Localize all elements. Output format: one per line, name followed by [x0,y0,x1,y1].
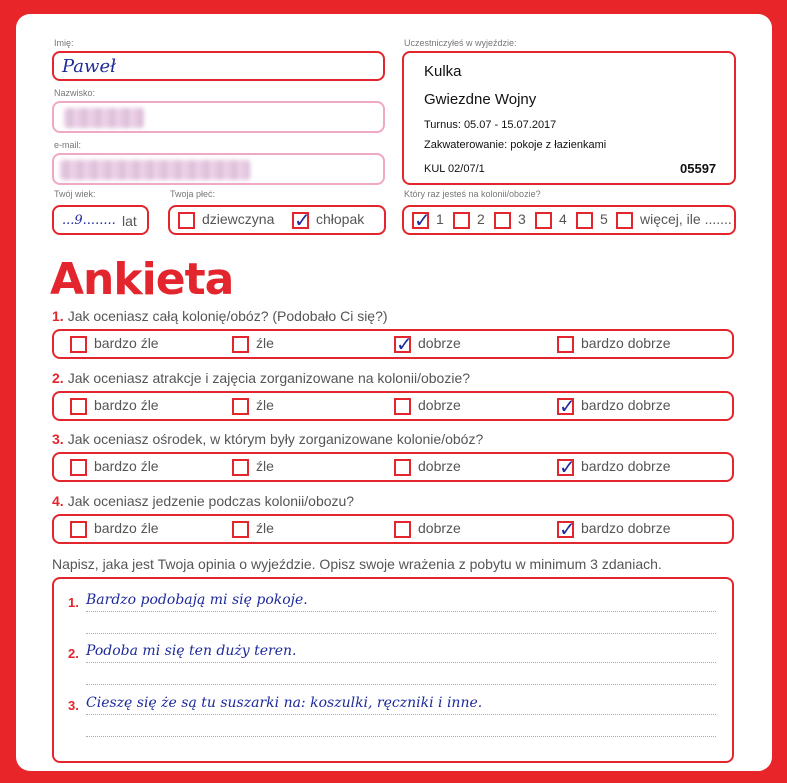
rating-label: bardzo źle [94,520,159,536]
times-3-checkbox[interactable] [494,212,511,229]
rating-checkbox[interactable] [557,398,574,415]
age-value: ...9........ [62,213,116,228]
opinion-number: 1. [68,595,79,610]
trip-line2: Gwiezdne Wojny [424,91,537,108]
rating-label: bardzo dobrze [581,335,671,351]
rating-checkbox[interactable] [394,398,411,415]
times-2-label: 2 [477,211,485,227]
rating-label: źle [256,397,274,413]
times-3-label: 3 [518,211,526,227]
question-1-option-4[interactable] [557,335,671,353]
rating-checkbox[interactable] [70,459,87,476]
gender-male-label: chłopak [316,211,365,227]
rating-label: bardzo źle [94,397,159,413]
rating-checkbox[interactable] [232,336,249,353]
question-2-option-2[interactable] [232,397,274,415]
times-4-checkbox[interactable] [535,212,552,229]
name-value: Paweł [62,56,116,77]
rating-checkbox[interactable] [232,459,249,476]
question-3-option-2[interactable] [232,458,274,476]
trip-code: KUL 02/07/1 [424,163,485,175]
rating-label: źle [256,335,274,351]
rating-label: dobrze [418,397,461,413]
gender-label: Twoja płeć: [170,189,216,199]
times-1-label: 1 [436,211,444,227]
question-1-text [52,308,388,324]
question-1-option-3[interactable] [394,335,461,353]
trip-label: Uczestniczyłeś w wyjeździe: [404,38,517,48]
rating-checkbox[interactable] [70,398,87,415]
question-1-option-1[interactable] [70,335,159,353]
rating-checkbox[interactable] [70,336,87,353]
times-1-checkbox[interactable] [412,212,429,229]
opinion-number: 3. [68,698,79,713]
question-4-option-2[interactable] [232,520,274,538]
times-label: Który raz jesteś na kolonii/obozie? [404,189,541,199]
question-label: Jak oceniasz atrakcje i zajęcia zorganizowane na kolonii/obozie? [67,370,471,386]
question-3-text [52,431,483,447]
question-4-text [52,493,354,509]
rating-label: bardzo dobrze [581,520,671,536]
question-number: 1. [52,308,64,324]
rating-label: bardzo źle [94,458,159,474]
question-1-option-2[interactable] [232,335,274,353]
writing-line [86,662,716,663]
rating-label: dobrze [418,458,461,474]
email-field[interactable] [52,153,385,185]
times-option-4[interactable] [535,211,567,229]
rating-checkbox[interactable] [557,336,574,353]
rating-label: bardzo dobrze [581,397,671,413]
writing-line [86,611,716,612]
rating-checkbox[interactable] [394,521,411,538]
question-4-option-1[interactable] [70,520,159,538]
times-5-label: 5 [600,211,608,227]
writing-line [86,714,716,715]
rating-label: dobrze [418,335,461,351]
question-label: Jak oceniasz ośrodek, w którym były zorganizowane kolonie/obóz? [67,431,484,447]
opinion-prompt: Napisz, jaka jest Twoja opinia o wyjeździe. Opisz swoje wrażenia z pobytu w minimum 3 zdaniach. [52,556,662,572]
trip-line1: Kulka [424,63,462,80]
writing-line [86,633,716,634]
question-4-option-4[interactable] [557,520,671,538]
gender-female-label: dziewczyna [202,211,275,227]
question-1-answers [52,329,734,359]
rating-label: dobrze [418,520,461,536]
surname-label: Nazwisko: [54,88,96,98]
question-2-option-4[interactable] [557,397,671,415]
rating-checkbox[interactable] [394,336,411,353]
times-2-checkbox[interactable] [453,212,470,229]
question-number: 2. [52,370,64,386]
rating-checkbox[interactable] [70,521,87,538]
question-label: Jak oceniasz całą kolonię/obóz? (Podobało Ci się?) [67,308,388,324]
rating-label: źle [256,458,274,474]
gender-field [168,205,386,235]
survey-sheet [16,14,772,771]
question-3-option-3[interactable] [394,458,461,476]
times-option-2[interactable] [453,211,485,229]
rating-checkbox[interactable] [232,521,249,538]
trip-number: 05597 [680,161,717,176]
question-2-option-1[interactable] [70,397,159,415]
rating-label: bardzo dobrze [581,458,671,474]
trip-accommodation: Zakwaterowanie: pokoje z łazienkami [424,139,607,151]
name-field[interactable] [52,51,385,81]
opinion-text: Podoba mi się ten duży teren. [86,643,297,659]
age-field[interactable] [52,205,149,235]
age-unit: lat [122,213,137,229]
age-label: Twój wiek: [54,189,96,199]
times-field [402,205,736,235]
redacted-email [60,160,250,180]
times-option-1[interactable] [412,211,444,229]
question-2-answers [52,391,734,421]
times-option-3[interactable] [494,211,526,229]
survey-title: Ankieta [50,254,234,305]
times-option-5[interactable] [576,211,608,229]
question-2-text [52,370,470,386]
question-3-option-4[interactable] [557,458,671,476]
gender-male-checkbox[interactable] [292,212,309,229]
question-4-option-3[interactable] [394,520,461,538]
email-label: e-mail: [54,140,82,150]
times-more-checkbox[interactable] [616,212,633,229]
rating-checkbox[interactable] [232,398,249,415]
question-number: 3. [52,431,64,447]
rating-checkbox[interactable] [557,521,574,538]
name-label: Imię: [54,38,74,48]
question-number: 4. [52,493,64,509]
rating-checkbox[interactable] [557,459,574,476]
times-5-checkbox[interactable] [576,212,593,229]
question-3-option-1[interactable] [70,458,159,476]
gender-female-checkbox[interactable] [178,212,195,229]
rating-checkbox[interactable] [394,459,411,476]
trip-turnus: Turnus: 05.07 - 15.07.2017 [424,119,557,131]
rating-label: źle [256,520,274,536]
writing-line [86,736,716,737]
opinion-text: Cieszę się że są tu suszarki na: koszulki, ręczniki i inne. [86,695,483,711]
gender-female-option[interactable] [178,211,274,229]
question-4-answers [52,514,734,544]
opinion-number: 2. [68,646,79,661]
question-3-answers [52,452,734,482]
times-more-label: więcej, ile ....... [640,211,732,227]
question-2-option-3[interactable] [394,397,461,415]
redacted-surname [64,108,144,128]
gender-male-option[interactable] [292,211,364,229]
rating-label: bardzo źle [94,335,159,351]
question-label: Jak oceniasz jedzenie podczas kolonii/obozu? [67,493,355,509]
writing-line [86,684,716,685]
trip-info-box [402,51,736,185]
times-option-more[interactable] [616,211,732,229]
surname-field[interactable] [52,101,385,133]
times-4-label: 4 [559,211,567,227]
opinion-text: Bardzo podobają mi się pokoje. [86,592,308,608]
